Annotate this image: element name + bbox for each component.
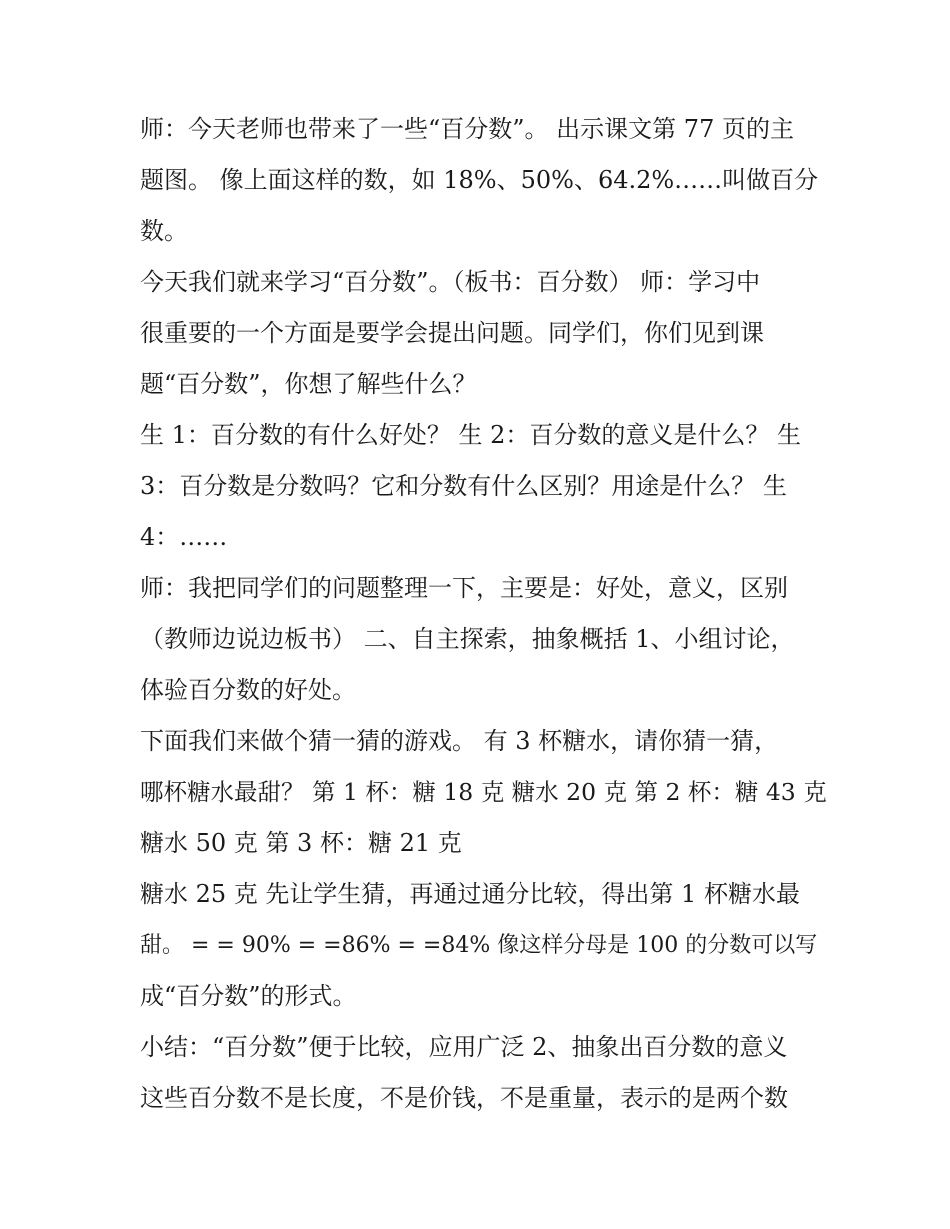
text-line: 下面我们来做个猜一猜的游戏。 有 3 杯糖水，请你猜一猜， bbox=[140, 727, 779, 755]
text-line: 题“百分数”，你想了解些什么？ bbox=[140, 370, 477, 398]
text-line: 成“百分数”的形式。 bbox=[140, 982, 357, 1010]
text-line: 体验百分数的好处。 bbox=[140, 676, 356, 704]
text-line: 4：…… bbox=[140, 523, 228, 551]
text-line: 糖水 50 克 第 3 杯：糖 21 克 bbox=[140, 829, 462, 857]
document-body bbox=[140, 104, 830, 1124]
text-line: 甜。 = = 90% = =86% = =84% 像这样分母是 100 的分数可以写 bbox=[140, 933, 818, 958]
text-line: 糖水 25 克 先让学生猜，再通过通分比较，得出第 1 杯糖水最 bbox=[140, 880, 800, 908]
text-line: 哪杯糖水最甜？ 第 1 杯：糖 18 克 糖水 20 克 第 2 杯：糖 43 克 bbox=[140, 778, 827, 806]
text-line: 数。 bbox=[140, 217, 188, 245]
text-line: 生 1：百分数的有什么好处？ 生 2：百分数的意义是什么？ 生 bbox=[140, 421, 802, 449]
text-line: 小结：“百分数”便于比较，应用广泛 2、抽象出百分数的意义 bbox=[140, 1033, 788, 1061]
text-line: 师：我把同学们的问题整理一下，主要是：好处，意义，区别 bbox=[140, 574, 788, 602]
text-line: 今天我们就来学习“百分数”。（板书：百分数） 师：学习中 bbox=[140, 268, 761, 296]
text-line: 这些百分数不是长度，不是价钱，不是重量，表示的是两个数 bbox=[140, 1084, 788, 1112]
text-line: 师：今天老师也带来了一些“百分数”。 出示课文第 77 页的主 bbox=[140, 115, 794, 143]
text-line: 题图。 像上面这样的数，如 18%、50%、64.2%……叫做百分 bbox=[140, 166, 819, 194]
text-line: 很重要的一个方面是要学会提出问题。同学们，你们见到课 bbox=[140, 319, 764, 347]
text-line: （教师边说边板书） 二、自主探索，抽象概括 1、小组讨论， bbox=[140, 625, 795, 653]
text-line: 3：百分数是分数吗？它和分数有什么区别？用途是什么？ 生 bbox=[140, 472, 787, 500]
